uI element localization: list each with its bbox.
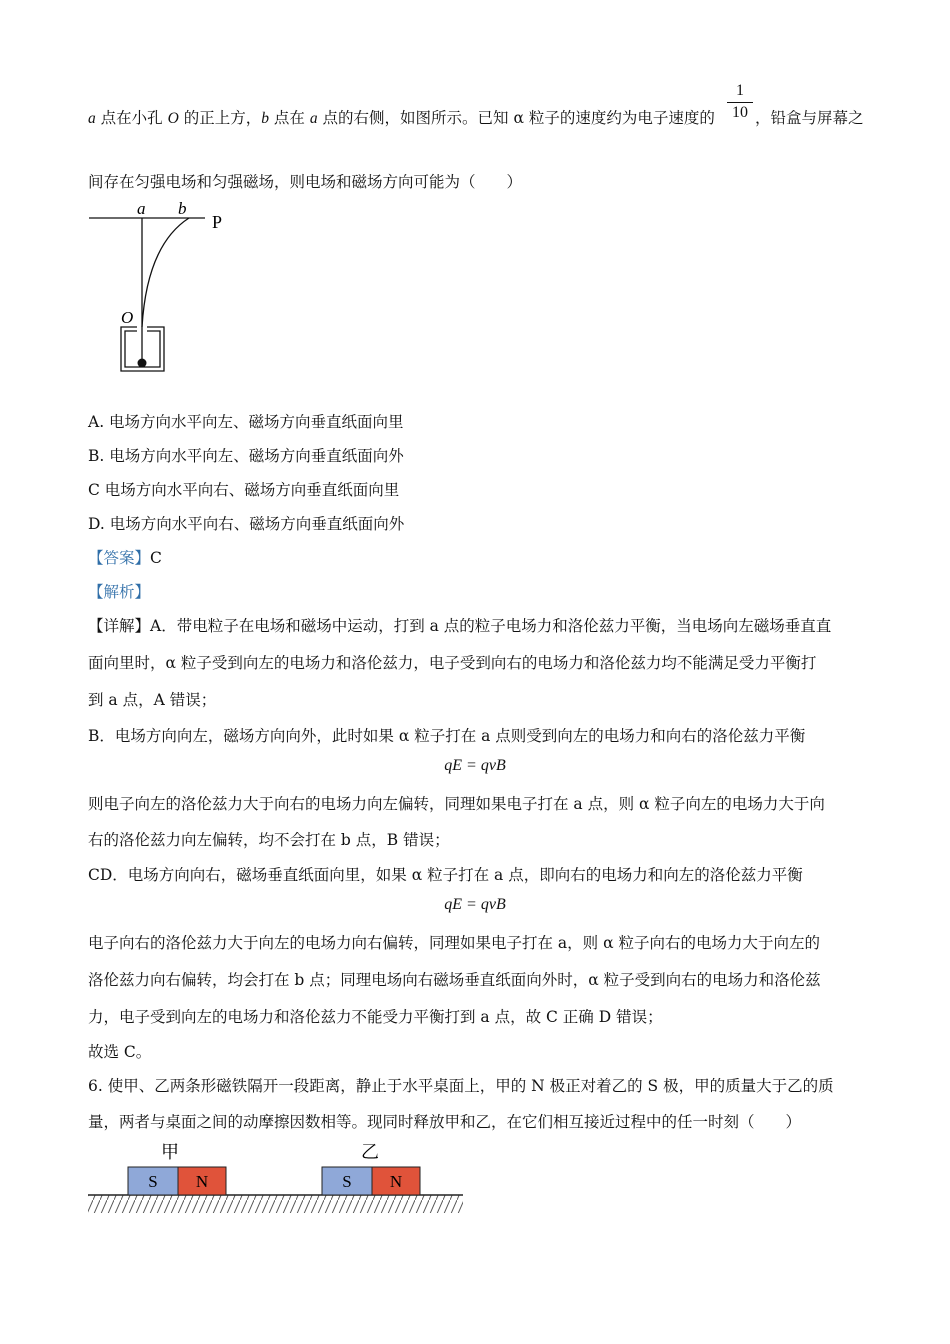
option-b: B. 电场方向水平向左、磁场方向垂直纸面向外 [88, 447, 404, 465]
svg-text:S: S [148, 1172, 158, 1191]
detail-p3-l4: 力，电子受到向左的电场力和洛伦兹力不能受力平衡打到 a 点，故 C 正确 D 错误； [88, 1008, 663, 1026]
label-jia: 甲 [161, 1142, 179, 1163]
detail-p3-l2: 电子向右的洛伦兹力大于向左的电场力向右偏转，同理如果电子打在 a，则 α 粒子向右的电场力大于向左的 [88, 934, 820, 952]
svg-text:N: N [389, 1172, 403, 1191]
detail-p3-l1: CD．电场方向向右，磁场垂直纸面向里，如果 α 粒子打在 a 点，即向右的电场力和向左的洛伦兹力平衡 [88, 866, 803, 884]
figure-alpha-deflection [85, 195, 245, 385]
equation-1: qE = qvB [444, 757, 506, 774]
q6-line-2: 量，两者与桌面之间的动摩擦因数相等。现同时释放甲和乙，在它们相互接近过程中的任一时刻（ ） [88, 1113, 802, 1131]
label-yi: 乙 [361, 1142, 379, 1163]
intro-line-1-end: ，铅盒与屏幕之 [755, 109, 864, 127]
analysis-label: 【解析】 [88, 583, 151, 601]
intro-line-1: a 点在小孔 O 的正上方，b 点在 a 点的右侧，如图所示。已知 α 粒子的速度约为电子速度的 [88, 109, 715, 127]
source-dot [138, 359, 147, 368]
detail-p2-l1: B．电场方向向左，磁场方向向外，此时如果 α 粒子打在 a 点则受到向左的电场力和向右的洛伦兹力平衡 [88, 727, 806, 745]
curved-path [142, 218, 189, 327]
label-a: a [137, 199, 146, 218]
hole-O: O [167, 110, 179, 127]
option-c: C 电场方向水平向右、磁场方向垂直纸面向里 [88, 481, 400, 499]
fraction [727, 82, 753, 122]
point-a: a [88, 110, 96, 127]
detail-p2-l3: 右的洛伦兹力向左偏转，均不会打在 b 点，B 错误； [88, 831, 450, 849]
intro-line-2: 间存在匀强电场和匀强磁场，则电场和磁场方向可能为（ ） [88, 173, 523, 191]
q6-line-1: 6. 使甲、乙两条形磁铁隔开一段距离，静止于水平桌面上，甲的 N 极正对着乙的 S 极，甲的质量大于乙的质 [88, 1077, 834, 1095]
answer [88, 546, 162, 568]
figure-magnets [86, 1136, 466, 1216]
equation-2: qE = qvB [444, 896, 506, 913]
label-O: O [121, 308, 134, 327]
point-b: b [261, 110, 269, 127]
conclusion: 故选 C。 [88, 1043, 152, 1061]
svg-text:S: S [342, 1172, 352, 1191]
answer-label: 【答案】 [88, 549, 151, 567]
table-hatching [88, 1195, 463, 1213]
fraction-numerator: 1 [736, 82, 744, 99]
detail-p1-l1: 【详解】A．带电粒子在电场和磁场中运动，打到 a 点的粒子电场力和洛伦兹力平衡，当电场向左磁场垂直直 [88, 617, 832, 635]
detail-p1-l2: 面向里时，α 粒子受到向左的电场力和洛伦兹力，电子受到向右的电场力和洛伦兹力均不能满足受力平衡打 [88, 654, 817, 672]
label-b: b [178, 199, 187, 218]
option-a: A. 电场方向水平向左、磁场方向垂直纸面向里 [88, 413, 404, 431]
svg-text:N: N [195, 1172, 209, 1191]
detail-p3-l3: 洛伦兹力向右偏转，均会打在 b 点；同理电场向右磁场垂直纸面向外时，α 粒子受到向右的电场力和洛伦兹 [88, 971, 821, 989]
fraction-denominator: 10 [732, 104, 748, 121]
option-d: D. 电场方向水平向右、磁场方向垂直纸面向外 [88, 515, 405, 533]
label-P: P [212, 212, 223, 232]
detail-p1-l3: 到 a 点，A 错误； [88, 691, 217, 709]
detail-p2-l2: 则电子向左的洛伦兹力大于向右的电场力向左偏转，同理如果电子打在 a 点，则 α 粒子向左的电场力大于向 [88, 795, 825, 813]
answer-value: C [150, 549, 162, 567]
